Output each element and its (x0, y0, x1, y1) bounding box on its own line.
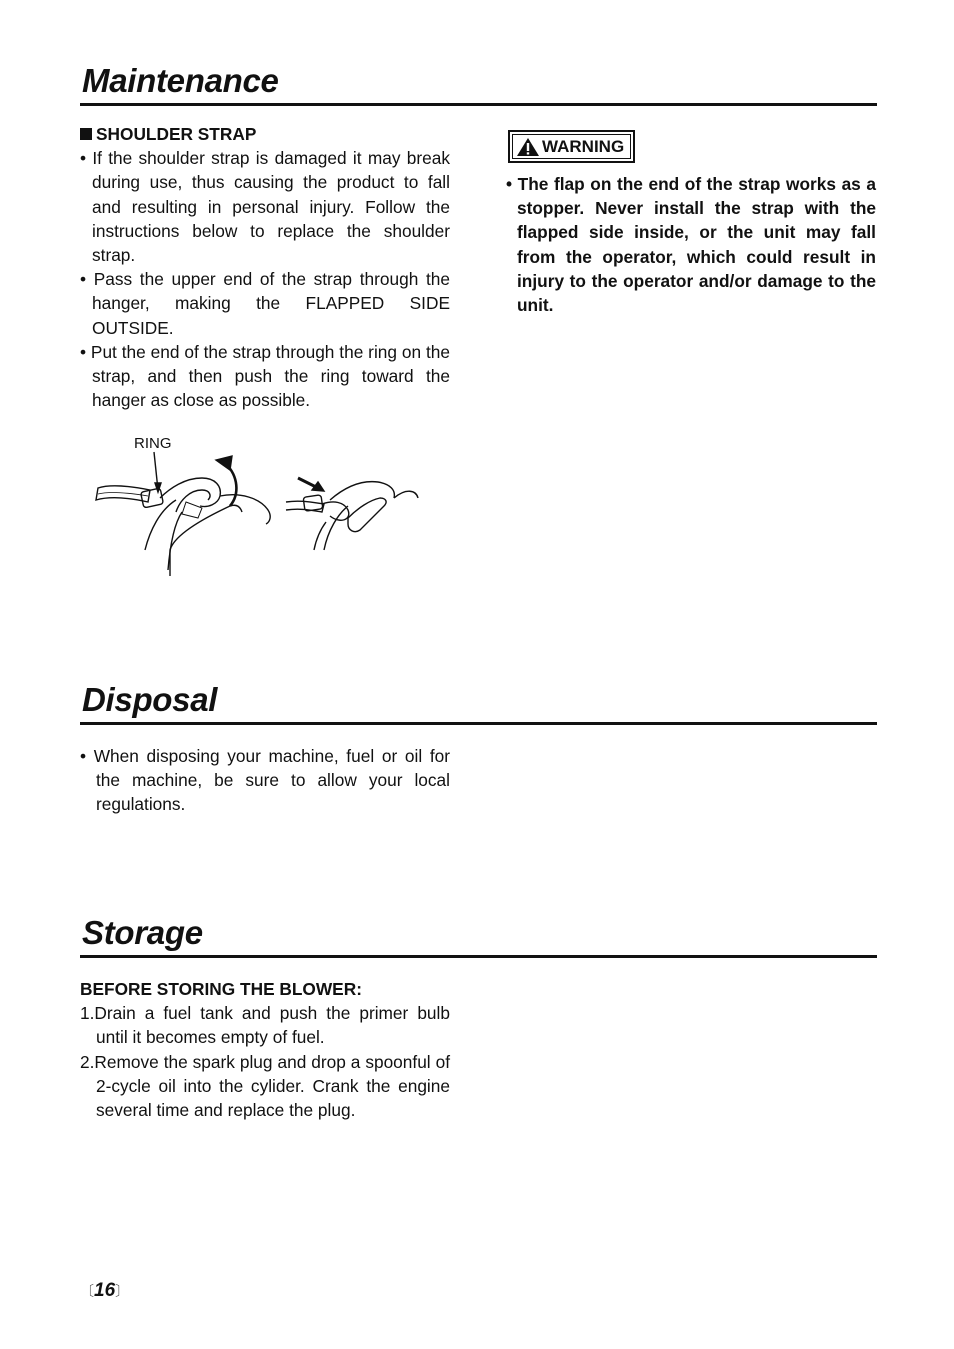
storage-heading: BEFORE STORING THE BLOWER: (80, 979, 362, 999)
ring-label: RING (134, 435, 172, 452)
warning-triangle-icon (516, 137, 540, 157)
strap-flap (182, 502, 202, 518)
warning-box (508, 130, 635, 163)
hanger-loop (160, 478, 220, 507)
storage-item-2: 2.Remove the spark plug and drop a spoonful of 2-cycle oil into the cylider. Crank the engine several time and replace the plug. (80, 1051, 450, 1121)
warning-text-block (506, 172, 876, 317)
page-number (80, 1280, 129, 1302)
disposal-title: Disposal (82, 681, 218, 718)
page-number-value: 16 (94, 1280, 116, 1301)
storage-rule (80, 955, 877, 958)
shoulder-strap-heading-text: SHOULDER STRAP (96, 124, 257, 144)
hanger-body-right (348, 498, 386, 532)
rotate-arrow (226, 464, 236, 506)
maintenance-item-3: • Put the end of the strap through the ring on the strap, and then push the ring toward the hanger as close as possible. (80, 341, 450, 411)
maintenance-item-2: • Pass the upper end of the strap through the hanger, making the FLAPPED SIDE OUTSIDE. (80, 269, 450, 338)
warning-text: • The flap on the end of the strap works as a stopper. Never install the strap with the flapped side inside, or the unit may fall from the operator, which could result in injury to the operator and/or damage to the unit. (506, 174, 876, 316)
storage-item-1: 1.Drain a fuel tank and push the primer bulb until it becomes empty of fuel. (80, 1003, 450, 1048)
rotate-arrowhead (216, 456, 232, 470)
blower-body-left (170, 505, 242, 576)
disposal-column (80, 744, 450, 817)
maintenance-rule (80, 103, 877, 106)
maintenance-title: Maintenance (82, 62, 279, 99)
disposal-item-1: • When disposing your machine, fuel or oil for the machine, be sure to allow your local regulations. (80, 746, 450, 815)
square-bullet-icon (80, 128, 92, 140)
disposal-rule (80, 722, 877, 725)
page-bracket-right: 〕 (115, 1283, 130, 1299)
shoulder-strap-heading (80, 122, 450, 146)
storage-column (80, 977, 450, 1122)
hanger-loop-right (330, 482, 394, 500)
maintenance-item-1: • If the shoulder strap is damaged it may break during use, thus causing the product to fall and resulting in personal injury. Follow the instructions below to replace the shoulder strap. (80, 148, 450, 266)
storage-title: Storage (82, 914, 203, 951)
push-arrowhead (312, 482, 324, 491)
page-bracket-left: 〔 (80, 1283, 94, 1299)
maintenance-column (80, 122, 450, 412)
strap-fold-right (322, 502, 349, 520)
warning-label: WARNING (542, 136, 625, 156)
strap-diagram (90, 450, 430, 580)
